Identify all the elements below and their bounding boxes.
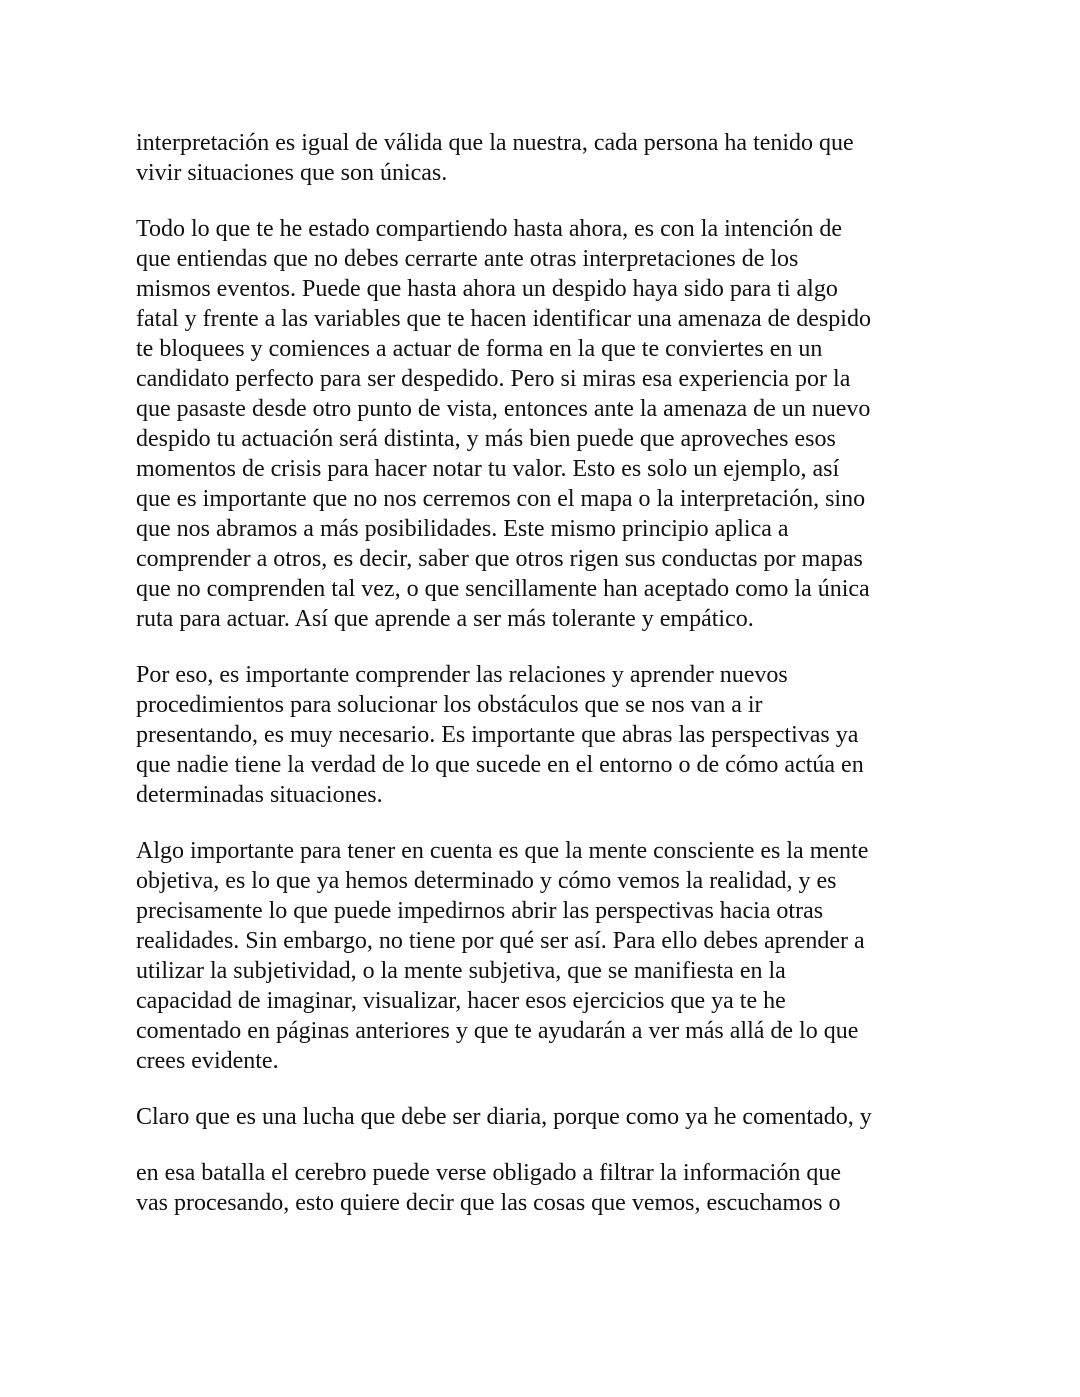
paragraph-6: [136, 1158, 956, 1218]
paragraph-5: [136, 1102, 956, 1132]
text-line: que es importante que no nos cerremos con el mapa o la interpretación, sino: [136, 486, 866, 512]
text-line: en esa batalla el cerebro puede verse obligado a filtrar la información que: [136, 1160, 841, 1186]
body-text: [136, 128, 956, 1244]
text-line: ruta para actuar. Así que aprende a ser más tolerante y empático.: [136, 606, 754, 632]
text-line: comentado en páginas anteriores y que te ayudarán a ver más allá de lo que: [136, 1018, 859, 1044]
text-line: comprender a otros, es decir, saber que otros rigen sus conductas por mapas: [136, 546, 863, 572]
text-line: procedimientos para solucionar los obstáculos que se nos van a ir: [136, 692, 763, 718]
text-line: Por eso, es importante comprender las relaciones y aprender nuevos: [136, 662, 788, 688]
text-line: Algo importante para tener en cuenta es que la mente consciente es la mente: [136, 838, 869, 864]
paragraph-1: [136, 128, 956, 188]
text-line: capacidad de imaginar, visualizar, hacer esos ejercicios que ya te he: [136, 988, 786, 1014]
text-line: que nadie tiene la verdad de lo que sucede en el entorno o de cómo actúa en: [136, 752, 864, 778]
text-line: te bloquees y comiences a actuar de forma en la que te conviertes en un: [136, 336, 823, 362]
text-line: realidades. Sin embargo, no tiene por qué ser así. Para ello debes aprender a: [136, 928, 865, 954]
text-line: interpretación es igual de válida que la nuestra, cada persona ha tenido que: [136, 130, 854, 156]
text-line: Todo lo que te he estado compartiendo hasta ahora, es con la intención de: [136, 216, 843, 242]
text-line: momentos de crisis para hacer notar tu valor. Esto es solo un ejemplo, así: [136, 456, 840, 482]
text-line: crees evidente.: [136, 1048, 279, 1074]
text-line: que pasaste desde otro punto de vista, entonces ante la amenaza de un nuevo: [136, 396, 871, 422]
text-line: precisamente lo que puede impedirnos abrir las perspectivas hacia otras: [136, 898, 824, 924]
text-line: presentando, es muy necesario. Es importante que abras las perspectivas ya: [136, 722, 859, 748]
text-line: que entiendas que no debes cerrarte ante otras interpretaciones de los: [136, 246, 799, 272]
paragraph-2: [136, 214, 956, 634]
text-line: vivir situaciones que son únicas.: [136, 160, 448, 186]
text-line: vas procesando, esto quiere decir que las cosas que vemos, escuchamos o: [136, 1190, 841, 1216]
text-line: que nos abramos a más posibilidades. Este mismo principio aplica a: [136, 516, 789, 542]
text-line: candidato perfecto para ser despedido. Pero si miras esa experiencia por la: [136, 366, 851, 392]
text-line: determinadas situaciones.: [136, 782, 383, 808]
text-line: objetiva, es lo que ya hemos determinado y cómo vemos la realidad, y es: [136, 868, 837, 894]
text-line: Claro que es una lucha que debe ser diaria, porque como ya he comentado, y: [136, 1104, 872, 1130]
text-line: utilizar la subjetividad, o la mente subjetiva, que se manifiesta en la: [136, 958, 786, 984]
text-line: despido tu actuación será distinta, y más bien puede que aproveches esos: [136, 426, 836, 452]
text-line: que no comprenden tal vez, o que sencillamente han aceptado como la única: [136, 576, 870, 602]
paragraph-4: [136, 836, 956, 1076]
paragraph-3: [136, 660, 956, 810]
text-line: fatal y frente a las variables que te hacen identificar una amenaza de despido: [136, 306, 871, 332]
text-line: mismos eventos. Puede que hasta ahora un despido haya sido para ti algo: [136, 276, 838, 302]
